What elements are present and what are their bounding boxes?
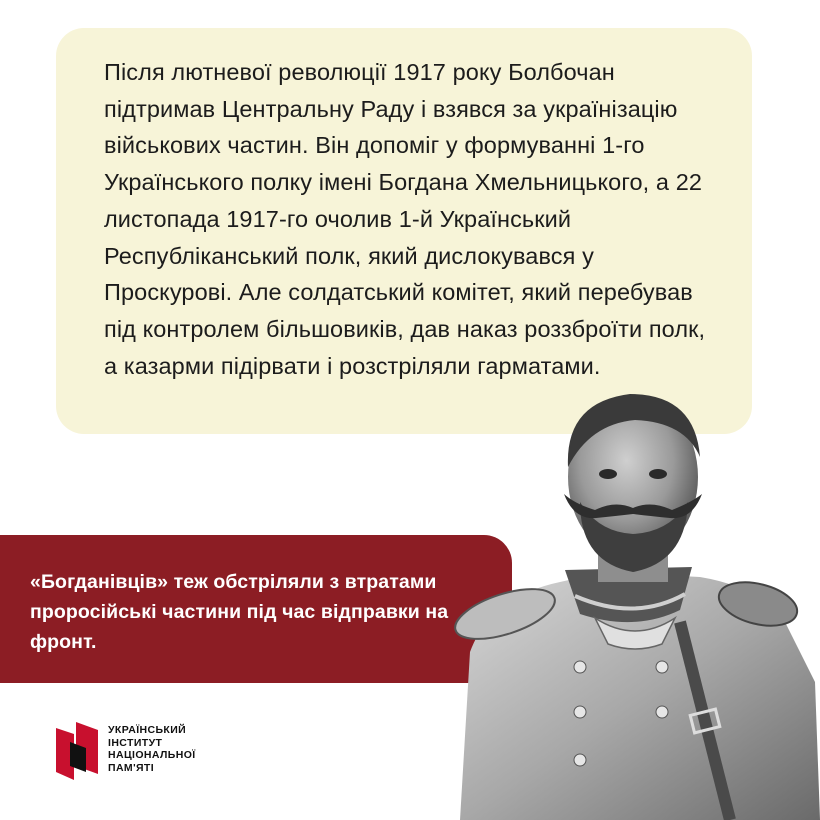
portrait-photo [430,382,820,820]
logo-line: УКРАЇНСЬКИЙ [108,724,187,736]
uinp-logo-icon [56,722,98,780]
logo-line: ІНСТИТУТ [108,736,163,749]
uinp-logo [56,720,256,780]
logo-text [108,724,196,774]
quote-text: «Богданівців» теж обстріляли з втратами проросійські частини під час відправки на фронт. [30,571,449,653]
text-card [56,28,752,434]
main-text: Після лютневої революції 1917 року Болбочан підтримав Центральну Раду і взявся за українізацію військових частин. Він допоміг у формуванні 1-го Українського полку імені Богдана Хмельницького, а 22 листопада 1917-го очолив 1-й Український Республіканський полк, який дислокувався у Проскурові. Але солдатський комітет, який перебував під контролем більшовиків, дав наказ роззброїти полк, а казарми підірвати і розстріляли гарматами. [104,59,706,379]
logo-line: НАЦІОНАЛЬНОЇ [108,749,196,761]
logo-line: ПАМ'ЯТІ [108,761,155,774]
